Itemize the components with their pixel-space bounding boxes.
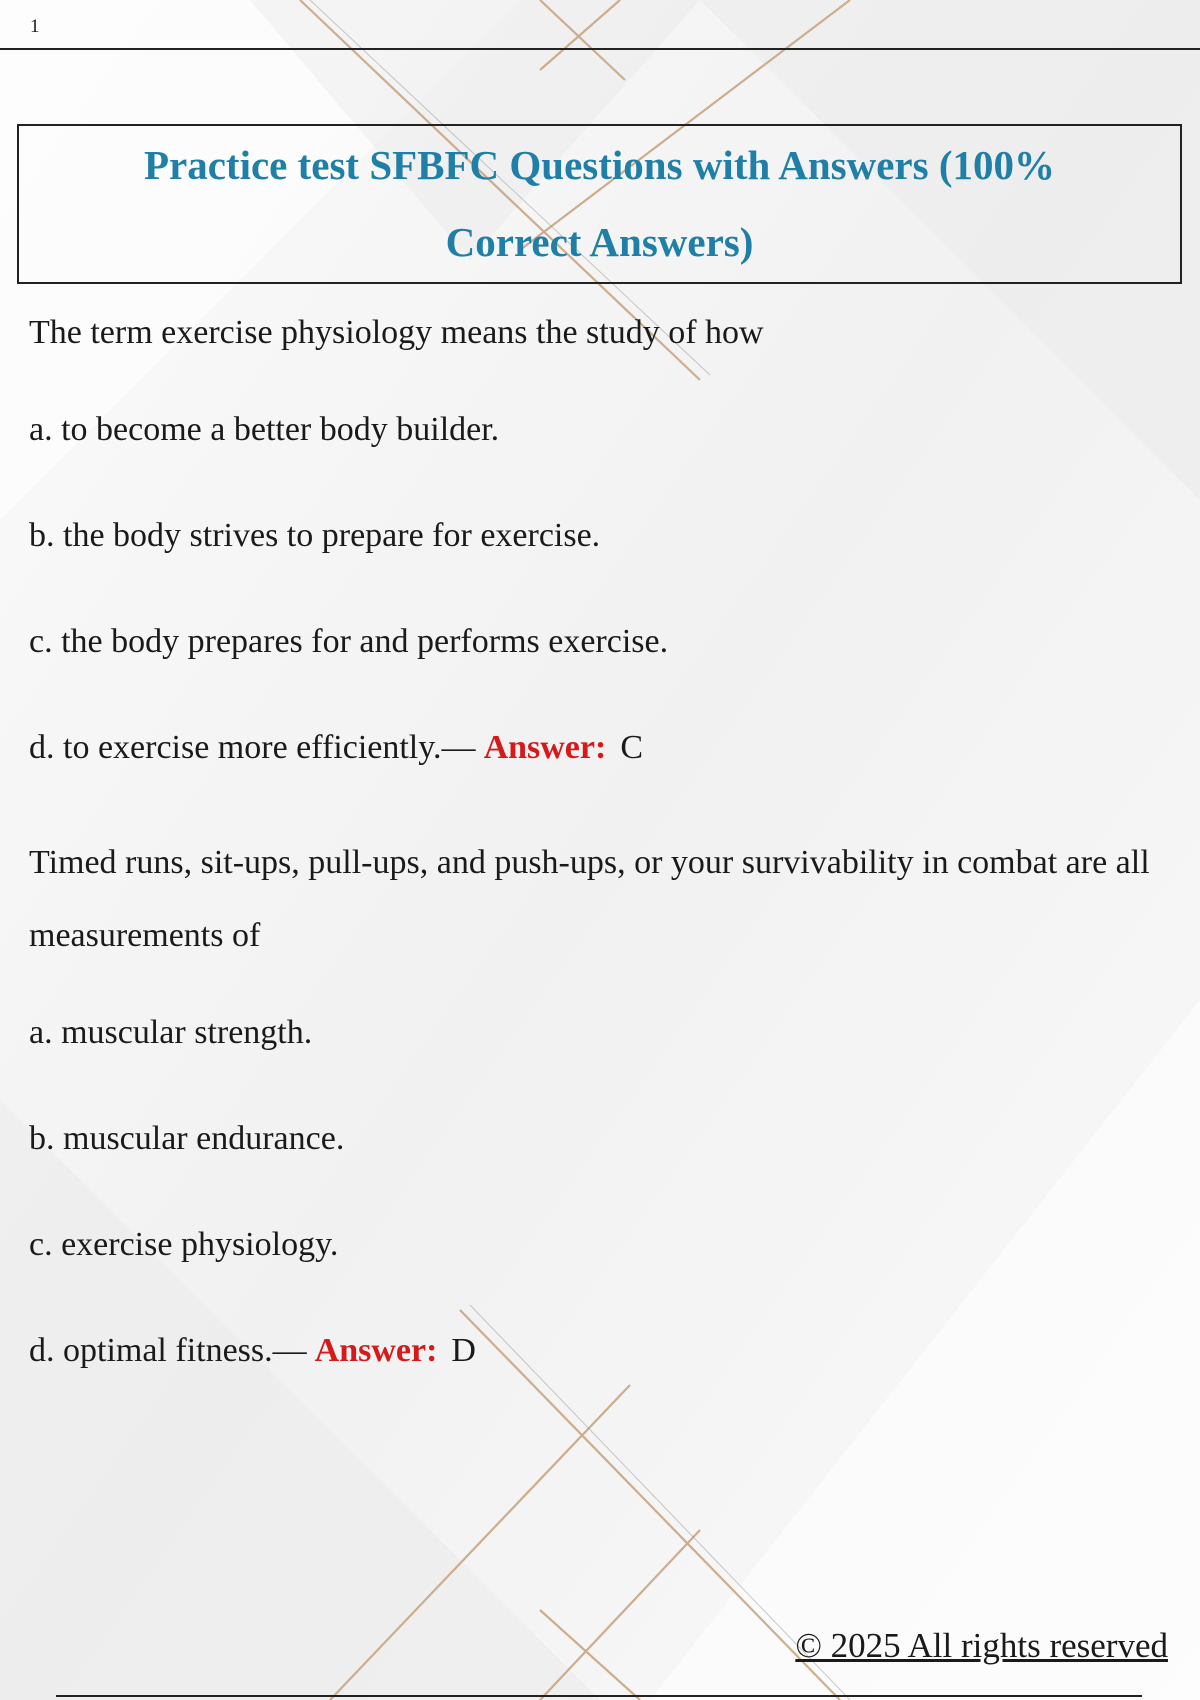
answer-option: a. muscular strength. [29, 1014, 313, 1051]
answer-option: a. to become a better body builder. [29, 411, 500, 448]
answer-option: c. the body prepares for and performs exercise. [29, 623, 669, 660]
question-list [29, 296, 1169, 1429]
copyright-footer: © 2025 All rights reserved [795, 1626, 1168, 1665]
answer-option: b. muscular endurance. [29, 1120, 345, 1157]
header-rule [0, 48, 1200, 50]
answer-option-text: d. to exercise more efficiently.— [29, 729, 476, 766]
page-number: 1 [30, 16, 40, 37]
answer-option-text: d. optimal fitness.— [29, 1332, 307, 1369]
question-prompt: The term exercise physiology means the study of how [29, 314, 764, 351]
answer-value: C [620, 729, 644, 766]
title-box [17, 124, 1182, 284]
answer-option: b. the body strives to prepare for exercise. [29, 517, 601, 554]
answer-label: Answer: [314, 1332, 438, 1369]
answer-option: c. exercise physiology. [29, 1226, 339, 1263]
answer-value: D [451, 1332, 476, 1369]
document-title: Practice test SFBFC Questions with Answers (100% Correct Answers) [143, 142, 1055, 265]
question-prompt: Timed runs, sit-ups, pull-ups, and push-ups, or your survivability in combat are all measurements of [29, 844, 1150, 954]
answer-option-with-answer [29, 1323, 1169, 1429]
answer-label: Answer: [483, 729, 607, 766]
answer-option-with-answer [29, 720, 1169, 826]
footer-rule [56, 1695, 1142, 1697]
